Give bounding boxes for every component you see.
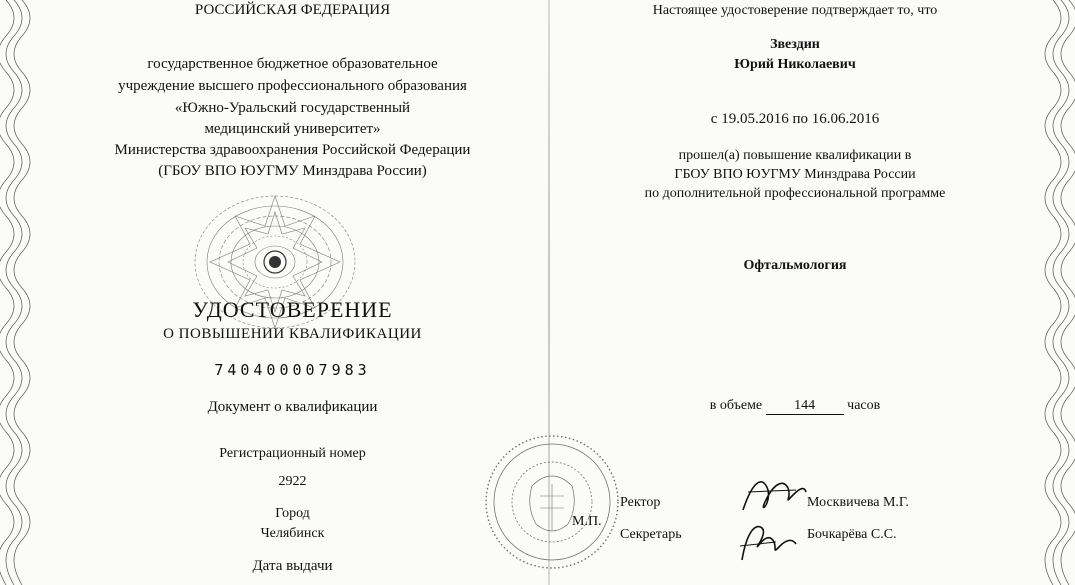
stamp-label: М.П. bbox=[572, 514, 602, 529]
secretary-label: Секретарь bbox=[620, 527, 682, 542]
institution-line-2: учреждение высшего профессионального образования bbox=[118, 78, 467, 94]
passed-line-3: по дополнительной профессиональной программе bbox=[644, 186, 946, 201]
volume-line bbox=[560, 398, 1030, 415]
guilloche-border-right-icon bbox=[1041, 0, 1075, 585]
institution-line-5: Министерства здравоохранения Российской Федерации bbox=[114, 142, 471, 158]
holder-given-names: Юрий Николаевич bbox=[734, 57, 856, 72]
passed-line-2: ГБОУ ВПО ЮУГМУ Минздрава России bbox=[674, 167, 916, 182]
volume-suffix: часов bbox=[847, 398, 881, 413]
rector-label: Ректор bbox=[620, 495, 661, 510]
training-period: с 19.05.2016 по 16.06.2016 bbox=[710, 111, 880, 127]
serial-number: 740400007983 bbox=[214, 361, 371, 379]
document-type: Документ о квалификации bbox=[207, 399, 378, 415]
country-heading: РОССИЙСКАЯ ФЕДЕРАЦИЯ bbox=[194, 2, 391, 18]
volume-hours: 144 bbox=[766, 398, 844, 415]
city-value: Челябинск bbox=[260, 526, 325, 541]
registration-label: Регистрационный номер bbox=[219, 446, 366, 461]
intro-text: Настоящее удостоверение подтверждает то, что bbox=[652, 3, 938, 18]
institution-line-6: (ГБОУ ВПО ЮУГМУ Минздрава России) bbox=[158, 163, 427, 179]
round-seal-icon bbox=[482, 426, 622, 576]
program-name: Офтальмология bbox=[743, 258, 847, 273]
volume-prefix: в объеме bbox=[709, 398, 763, 413]
secretary-signature-icon bbox=[736, 516, 800, 566]
institution-line-4: медицинский университет» bbox=[204, 121, 381, 137]
secretary-name: Бочкарёва С.С. bbox=[807, 527, 897, 542]
institution-line-3: «Южно-Уральский государственный bbox=[174, 100, 411, 116]
rector-name: Москвичева М.Г. bbox=[807, 495, 909, 510]
rector-signature-icon bbox=[738, 470, 808, 520]
registration-number: 2922 bbox=[278, 474, 307, 489]
city-label: Город bbox=[275, 506, 310, 521]
institution-line-1: государственное бюджетное образовательное bbox=[147, 56, 438, 72]
guilloche-border-left-icon bbox=[0, 0, 34, 585]
holder-surname: Звездин bbox=[770, 37, 820, 52]
document-title: УДОСТОВЕРЕНИЕ bbox=[192, 297, 393, 322]
issue-date-label: Дата выдачи bbox=[252, 558, 333, 574]
document-subtitle: О ПОВЫШЕНИИ КВАЛИФИКАЦИИ bbox=[163, 326, 422, 342]
passed-line-1: прошел(а) повышение квалификации в bbox=[678, 148, 912, 163]
